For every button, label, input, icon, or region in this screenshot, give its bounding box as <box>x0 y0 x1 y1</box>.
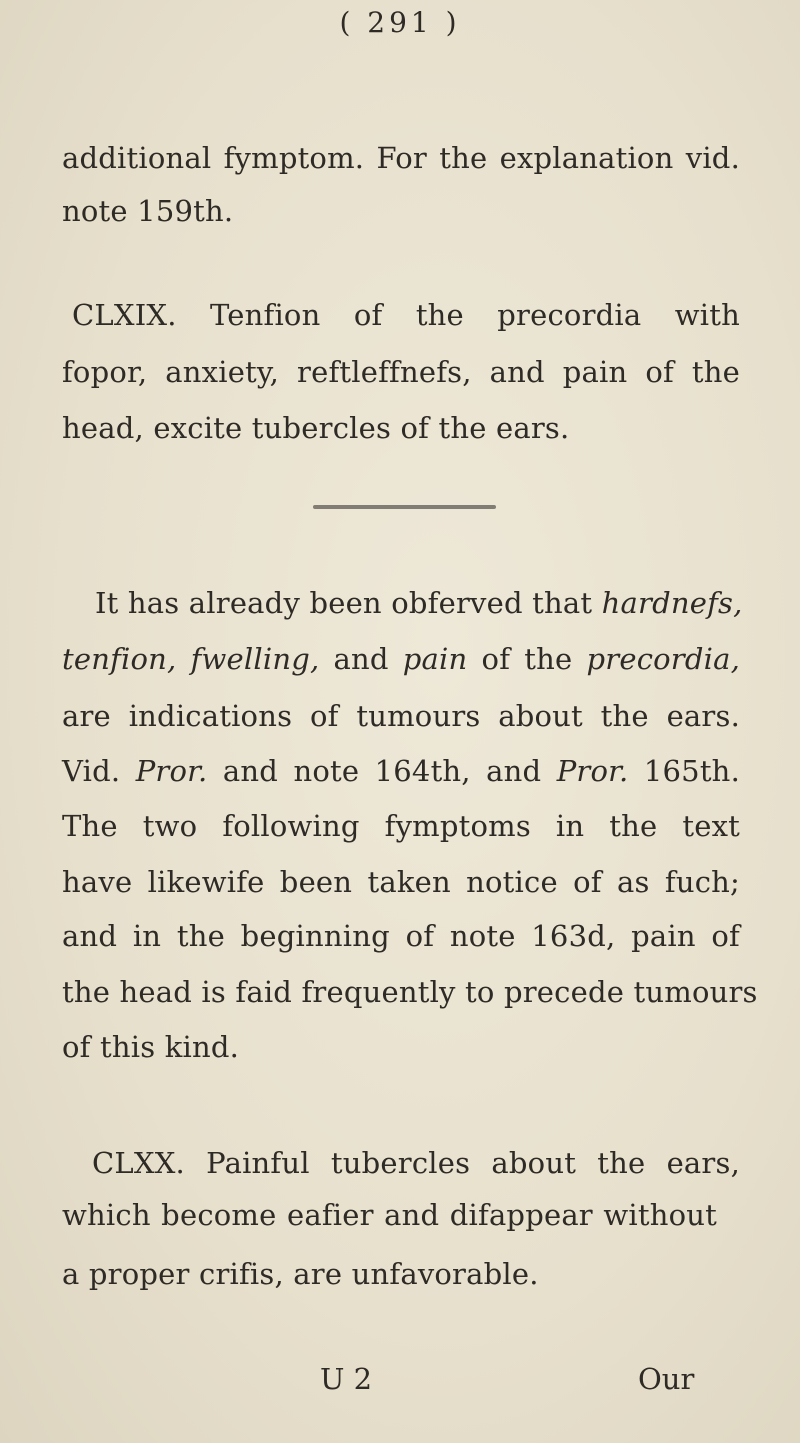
text-line: fopor, anxiety, reftleffnefs, and pain of the <box>62 355 740 389</box>
text-line: It has already been obferved that hardnefs, <box>95 586 743 620</box>
signature-mark: U 2 <box>320 1362 373 1396</box>
text-line: tenfion, fwelling, and pain of the precordia, <box>62 642 740 676</box>
text-line: which become eafier and difappear without <box>62 1198 717 1232</box>
catchword: Our <box>638 1362 695 1396</box>
text-line: additional fymptom. For the explanation vid. <box>62 141 740 175</box>
text-line: a proper crifis, are unfavorable. <box>62 1257 539 1291</box>
section-divider <box>313 505 496 509</box>
text-line: the head is faid frequently to precede tumours <box>62 975 758 1009</box>
section-heading-clxix: CLXIX. Tenfion of the precordia with <box>72 298 740 332</box>
text-line: head, excite tubercles of the ears. <box>62 411 570 445</box>
text-line: note 159th. <box>62 194 234 228</box>
page-number: ( 291 ) <box>339 6 461 39</box>
text-line: have likewife been taken notice of as fuch; <box>62 865 740 899</box>
section-heading-clxx: CLXX. Painful tubercles about the ears, <box>92 1146 740 1180</box>
text-line <box>72 297 740 333</box>
text-line <box>92 1145 740 1181</box>
text-line: are indications of tumours about the ears. <box>62 699 740 733</box>
text-line: of this kind. <box>62 1030 240 1064</box>
text-line: Vid. Pror. and note 164th, and Pror. 165th. <box>62 754 740 788</box>
text-line: The two following fymptoms in the text <box>62 809 740 843</box>
text-line: and in the beginning of note 163d, pain of <box>62 919 740 953</box>
